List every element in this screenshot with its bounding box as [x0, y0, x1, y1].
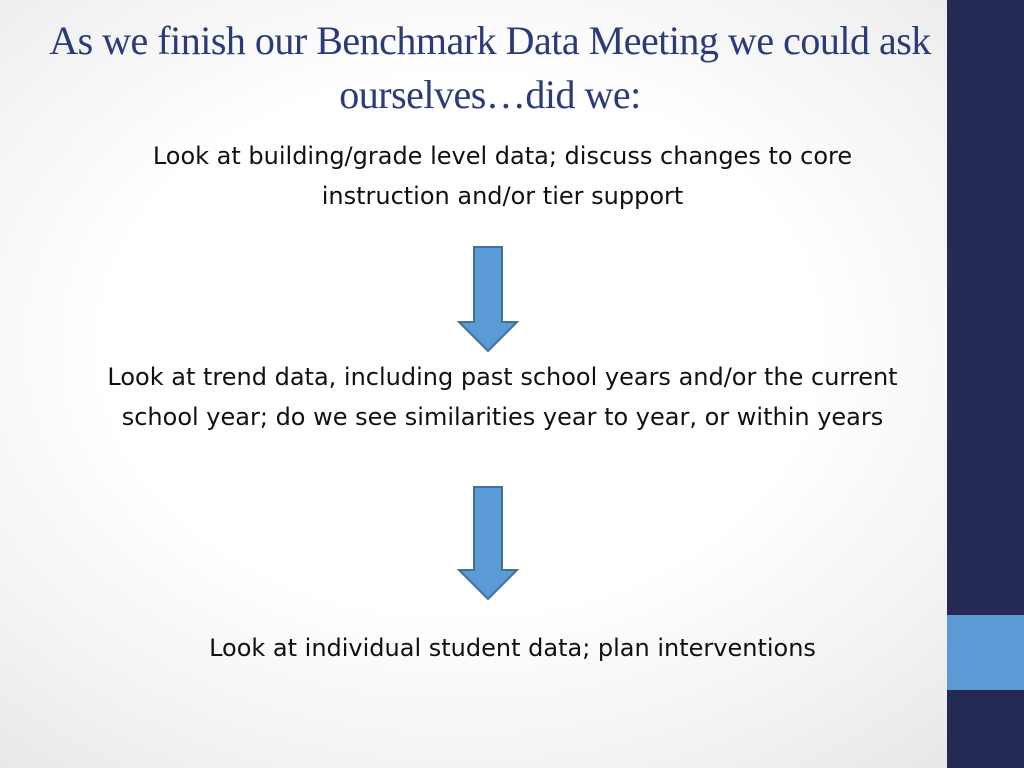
sidebar-accent-block — [947, 615, 1024, 690]
down-arrow-icon — [456, 245, 520, 353]
down-arrow-shape — [459, 247, 517, 351]
step-trend-data: Look at trend data, including past school years and/or the current school year; do we see similarities year to year, or within years — [107, 363, 898, 431]
slide-title: As we finish our Benchmark Data Meeting we could ask ourselves…did we: — [49, 18, 931, 117]
step-individual-student-data: Look at individual student data; plan interventions — [209, 634, 816, 662]
down-arrow-icon — [456, 485, 520, 601]
step-building-grade-data: Look at building/grade level data; discuss changes to core instruction and/or tier support — [152, 142, 853, 210]
down-arrow-shape — [459, 487, 517, 599]
